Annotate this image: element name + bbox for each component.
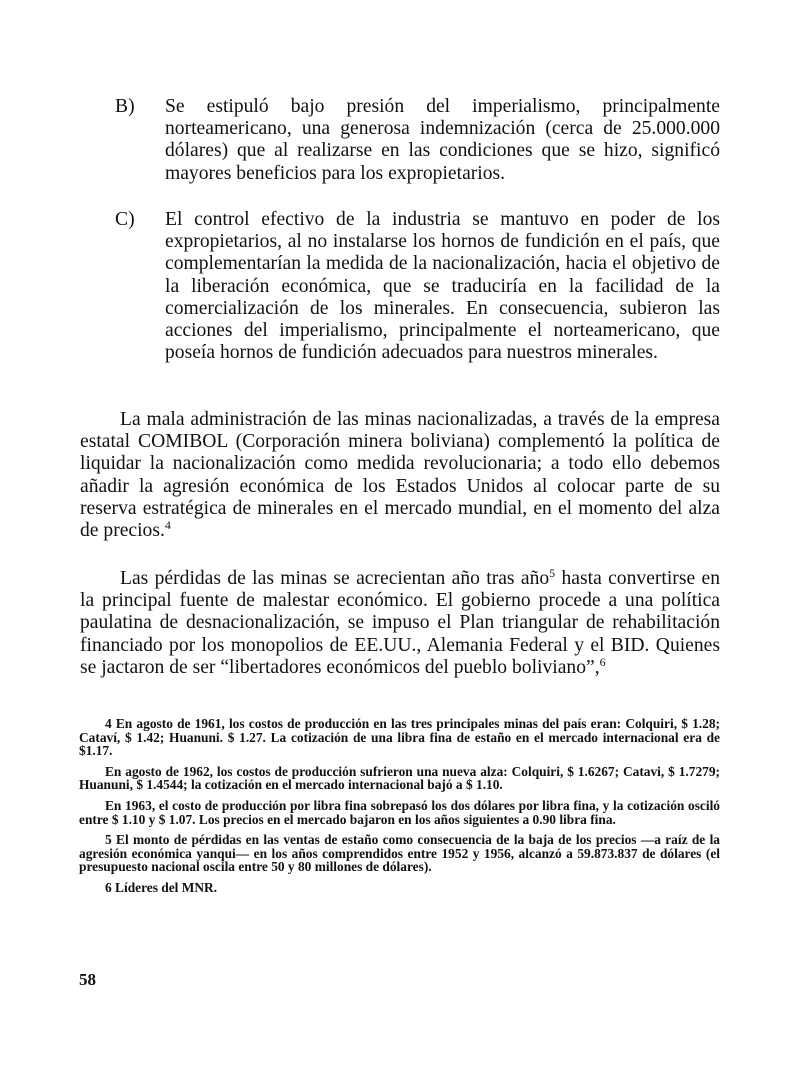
page-number: 58 <box>79 970 96 989</box>
footnotes <box>79 717 720 902</box>
list-item-c <box>115 209 720 364</box>
list-marker: C) <box>115 209 135 230</box>
footnote: 5 El monto de pérdidas en las ventas de estaño como consecuencia de la baja de los precios —a raíz de la agresión económica yanqui— en los años comprendidos entre 1952 y 1956, alcanzó a 59.873.837 de dólares (el presupuesto nacional oscila entre 50 y 80 millones de dólares). <box>79 832 720 875</box>
list-item-b <box>115 96 720 185</box>
paragraph-text: hasta convertirse en la principal fuente de malestar económico. El gobierno procede a una política paulatina de desnacionalización, se impuso el Plan triangular de rehabilitación financiado por los monopolios de EE.UU., Alemania Federal y el BID. Quienes se jactaron de ser “libertadores económicos del pueblo boliviano”, <box>80 568 720 678</box>
footnote: 4 En agosto de 1961, los costos de producción en las tres principales minas del país eran: Colquiri, $ 1.28; Cataví, $ 1.42; Huanuni. $ 1.27. La cotización de una libra fina de estaño en el mercado internacional era de $1.17. <box>79 716 720 759</box>
footnote: En agosto de 1962, los costos de producción sufrieron una nueva alza: Colquiri, $ 1.6267; Catavi, $ 1.7279; Huanuni, $ 1.4544; la cotización en el mercado internacional bajó a $ 1.10. <box>79 763 720 793</box>
list-marker: B) <box>115 96 135 117</box>
list-item-text: El control efectivo de la industria se mantuvo en poder de los expropietarios, al no instalarse los hornos de fundición en el país, que complementarían la medida de la nacionalización, hacia el objetivo de la liberación económica, que se traduciría en la facilidad de la comercialización de los minerales. En consecuencia, subieron las acciones del imperialismo, principalmente el norteamericano, que poseía hornos de fundición adecuados para nuestros minerales. <box>165 209 720 364</box>
footnote: 6 Líderes del MNR. <box>105 879 218 895</box>
list-item-text: Se estipuló bajo presión del imperialismo, principalmente norteamericano, una generosa indemnización (cerca de 25.000.000 dólares) que al realizarse en las condiciones que se hizo, significó mayores beneficios para los expropietarios. <box>165 96 720 184</box>
footnote-ref: 6 <box>599 654 606 669</box>
footnote-ref: 5 <box>549 566 556 580</box>
body-paragraph <box>80 568 720 679</box>
paragraph-text: La mala administración de las minas nacionalizadas, a través de la empresa estatal COMIBOL (Corporación minera boliviana) complementó la política de liquidar la nacionalización como medida revolucionaria; a todo ello debemos añadir la agresión económica de los Estados Unidos al colocar parte de su reserva estratégica de minerales en el mercado mundial, en el momento del alza de precios. <box>80 409 720 542</box>
paragraph-text: Las pérdidas de las minas se acrecientan año tras año <box>120 568 550 589</box>
footnote-ref: 4 <box>164 518 171 533</box>
body-paragraph <box>80 409 720 542</box>
footnote: En 1963, el costo de producción por libra fina sobrepasó los dos dólares por libra fina, y la cotización osciló entre $ 1.10 y $ 1.07. Los precios en el mercado bajaron en los años siguientes a 0.90 libra fina. <box>79 797 720 827</box>
